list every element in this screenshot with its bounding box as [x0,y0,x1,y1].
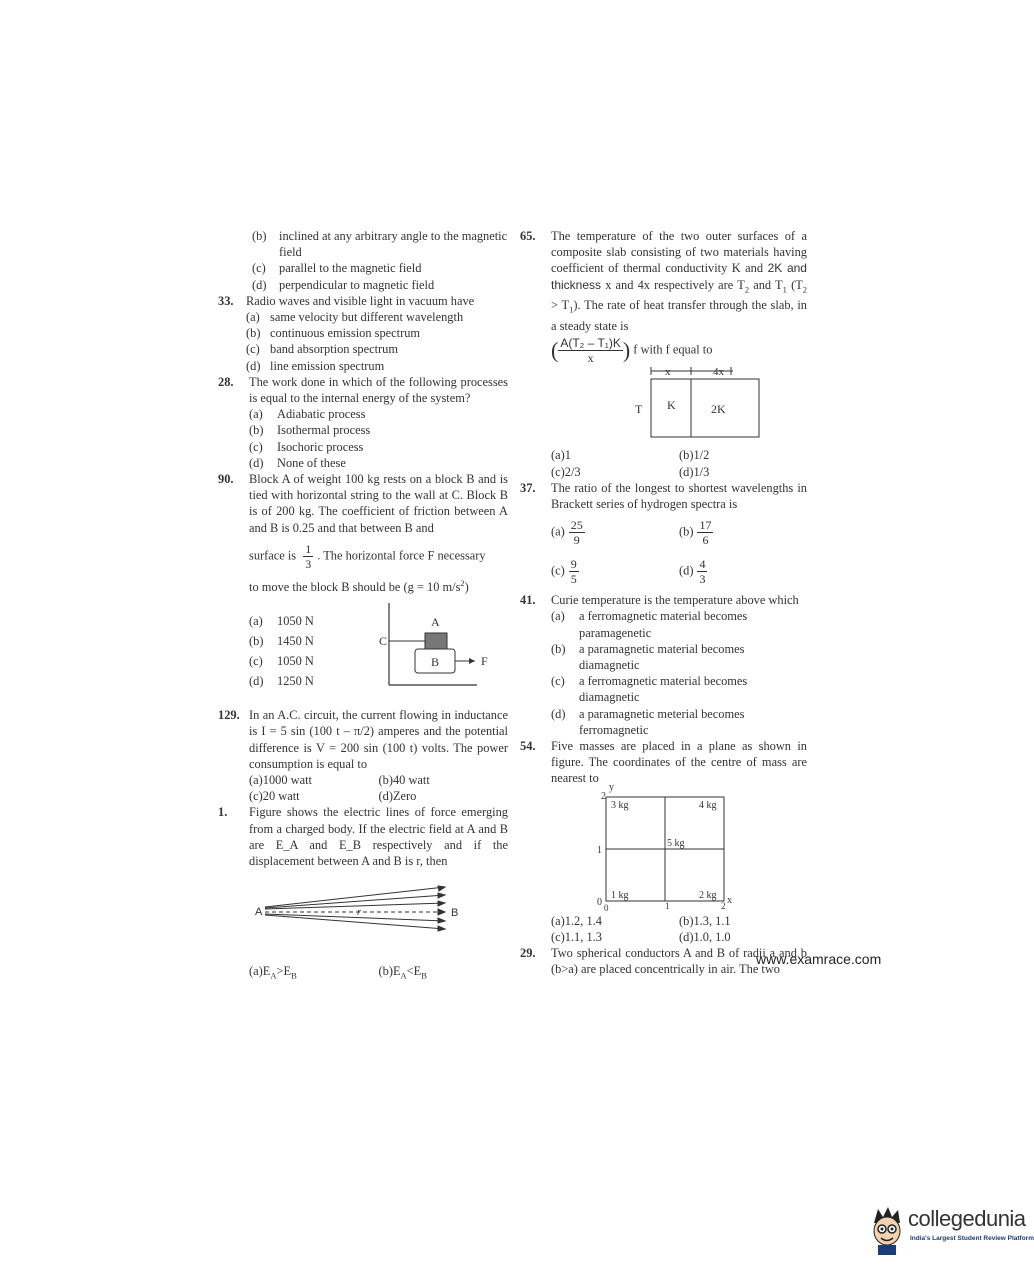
rate-formula: ( $\frac{\text{A(T₂ – T₁)K}}{x}$ ) f with f equal to [551,336,713,366]
question-text: In an A.C. circuit, the current flowing in inductance is I = 5 sin (100 t – π/2) amperes and the potential difference is V = 200 sin (100 t) volts. The power consumption is equal to [249,708,508,771]
mascot-icon [870,1205,906,1255]
option-d: (d) perpendicular to magnetic field [252,277,435,292]
option-c: (c)2/3 [551,464,581,479]
options-row [249,963,508,984]
question-text: The temperature of the two outer surfaces of a composite slab consisting of two materials having coefficient of thermal conductivity K and 2K and thickness x and 4x respectively are $T_2$ and $T_1$ $(T_2 > T_1)$. The rate of heat transfer through the slab, in a steady state is [551,229,808,333]
label-b: B [431,655,440,670]
mass-1kg: 1 kg [611,889,629,901]
label-b: B [451,907,459,920]
question-33 [218,293,508,374]
question-number: 33. [218,293,234,308]
mass-5kg: 5 kg [667,837,685,849]
axis-y-label: y [609,781,614,793]
option-b: (b)40 watt [378,773,430,787]
question-54 [520,738,807,945]
question-90 [218,471,508,693]
option-c: (c) Isochoric process [249,439,364,454]
mass-4kg: 4 kg [699,799,717,811]
mass-3kg: 3 kg [611,799,629,811]
axis-x-label: x [727,894,732,906]
option-c: (c)20 watt [249,789,300,804]
label-x: x [665,366,671,379]
option-a: (a) 1050 N [249,614,314,629]
question-text: Two spherical conductors A and B of radii a and b (b>a) are placed concentrically in air. The two [551,946,807,977]
tick-y-2: 2 [601,790,606,802]
label-4x: 4x [713,366,724,379]
option-a: (a) Adiabatic process [249,407,366,422]
option-b: (b) 1450 N [249,634,314,649]
tick-y-0: 0 [597,896,602,908]
tick-x-0: 0 [604,902,609,913]
options-row-2 [551,929,807,945]
block-a [425,633,447,649]
options-row-1 [249,772,508,788]
option-b: (b) Isothermal process [249,423,371,438]
option-c: (c) a ferromagnetic material becomes diamagnetic [551,674,748,705]
option-d: (d) None of these [249,455,346,470]
options-row-1 [551,447,807,463]
option-c: (c) 1050 N [249,654,314,669]
label-c: C [379,634,388,649]
question-1 [218,804,508,984]
left-column [218,228,508,984]
question-text: Curie temperature is the temperature above which [551,593,799,608]
option-a: $(a)E_A>E_B$ [249,964,297,981]
question-text-line3: to move the block B should be (g = 10 $m/s^2$) [249,577,469,594]
option-a: (a) a ferromagnetic material becomes paramagenetic [551,609,748,640]
question-number: 129. [218,708,240,723]
label-a: A [255,906,263,919]
options-row-1 [551,518,807,547]
option-b: (b)1.3, 1.1 [679,913,731,928]
option-a: (a)1 [551,448,571,463]
logo-name: collegedunia [908,1206,1026,1231]
options-row-2 [249,788,508,804]
logo-tagline: India's Largest Student Review Platform [910,1235,1034,1242]
question-129 [218,707,508,804]
question-number: 28. [218,374,234,389]
watermark: www.examrace.com [756,951,882,967]
question-number: 90. [218,472,234,487]
tick-x-2: 2 [721,900,726,911]
option-c: (c) band absorption spectrum [246,342,399,357]
question-number: 37. [520,480,536,495]
option-c: (c) $\frac{9}{5}$ [551,557,577,587]
question-number: 41. [520,593,536,608]
question-text: Block A of weight 100 kg rests on a block B and is tied with horizontal string to the wall at C. Block B is of 200 kg. The coefficient of friction between A and B is 0.25 and that between B and [249,472,508,535]
question-text: The work done in which of the following processes is equal to the internal energy of the system? [249,374,508,406]
composite-slab-diagram [593,367,733,443]
question-text: The ratio of the longest to shortest wavelengths in Brackett series of hydrogen spectra is [551,480,807,511]
option-a: (a)1000 watt [249,773,312,787]
question-number: 1. [218,805,228,820]
question-text-line2: surface is $\frac{1}{3}$ . The horizontal force F necessary [249,541,486,571]
label-2k: 2K [711,402,726,417]
question-text: Five masses are placed in a plane as shown in figure. The coordinates of the centre of mass are nearest to [551,739,807,786]
q90-options-figure [249,605,508,693]
tick-x-1: 1 [665,900,670,911]
option-b: (b) $\frac{17}{6}$ [679,518,712,548]
question-number: 54. [520,739,536,753]
option-d: (d)Zero [378,789,417,804]
option-d: (d) line emission spectrum [246,358,385,373]
centre-of-mass-diagram [561,781,732,913]
option-b: (b) continuous emission spectrum [246,326,421,341]
options-row-2 [551,557,807,586]
option-d: (d)1/3 [679,464,710,479]
option-a: (a) $\frac{25}{9}$ [551,518,583,548]
question-37 [520,480,807,586]
question-text: Figure shows the electric lines of force emerging from a charged body. If the electric field at A and B are E_A and E_B respectively and if the displacement between A and B is r, then [249,805,508,869]
option-d: (d) 1250 N [249,674,314,689]
question-text: Radio waves and visible light in vacuum have [246,293,475,308]
question-prev [218,228,508,293]
option-d: (d) $\frac{4}{3}$ [679,557,706,587]
option-d: (d)1.0, 1.0 [679,930,731,945]
fraction: $\frac{1}{3}$ [305,541,312,571]
option-b: (b)1/2 [679,448,710,463]
option-a: (a)1.2, 1.4 [551,913,602,928]
block-diagram [349,599,488,689]
label-t2: T [635,402,643,417]
option-a: (a) same velocity but different wavelength [246,310,464,325]
mass-2kg: 2 kg [699,889,717,901]
label-k: K [667,398,676,413]
field-lines-diagram [245,881,475,941]
option-c: (c) parallel to the magnetic field [252,261,422,276]
tick-y-1: 1 [597,844,602,856]
force-arrowhead [469,658,475,664]
question-number: 65. [520,229,536,243]
options-row-1 [551,913,807,929]
question-41 [520,592,807,738]
option-b: (b) a paramagnetic material becomes diamagnetic [551,641,745,672]
collegedunia-logo [870,1203,1034,1263]
question-65 [520,228,807,480]
option-b: (b) inclined at any arbitrary angle to the magnetic field [252,229,508,260]
fraction: $\frac{\text{A(T₂ – T₁)K}}{x}$ [560,336,621,366]
right-column [520,228,807,978]
label-f: F [481,654,488,669]
label-a: A [431,615,440,630]
label-r: r [357,907,361,919]
question-28 [218,374,508,471]
option-b: $(b)E_A<E_B$ [378,964,427,981]
options-row-2 [551,464,807,480]
option-c: (c)1.1, 1.3 [551,930,602,945]
option-d: (d) a paramagnetic meterial becomes ferromagnetic [551,706,745,737]
question-number: 29. [520,946,536,961]
